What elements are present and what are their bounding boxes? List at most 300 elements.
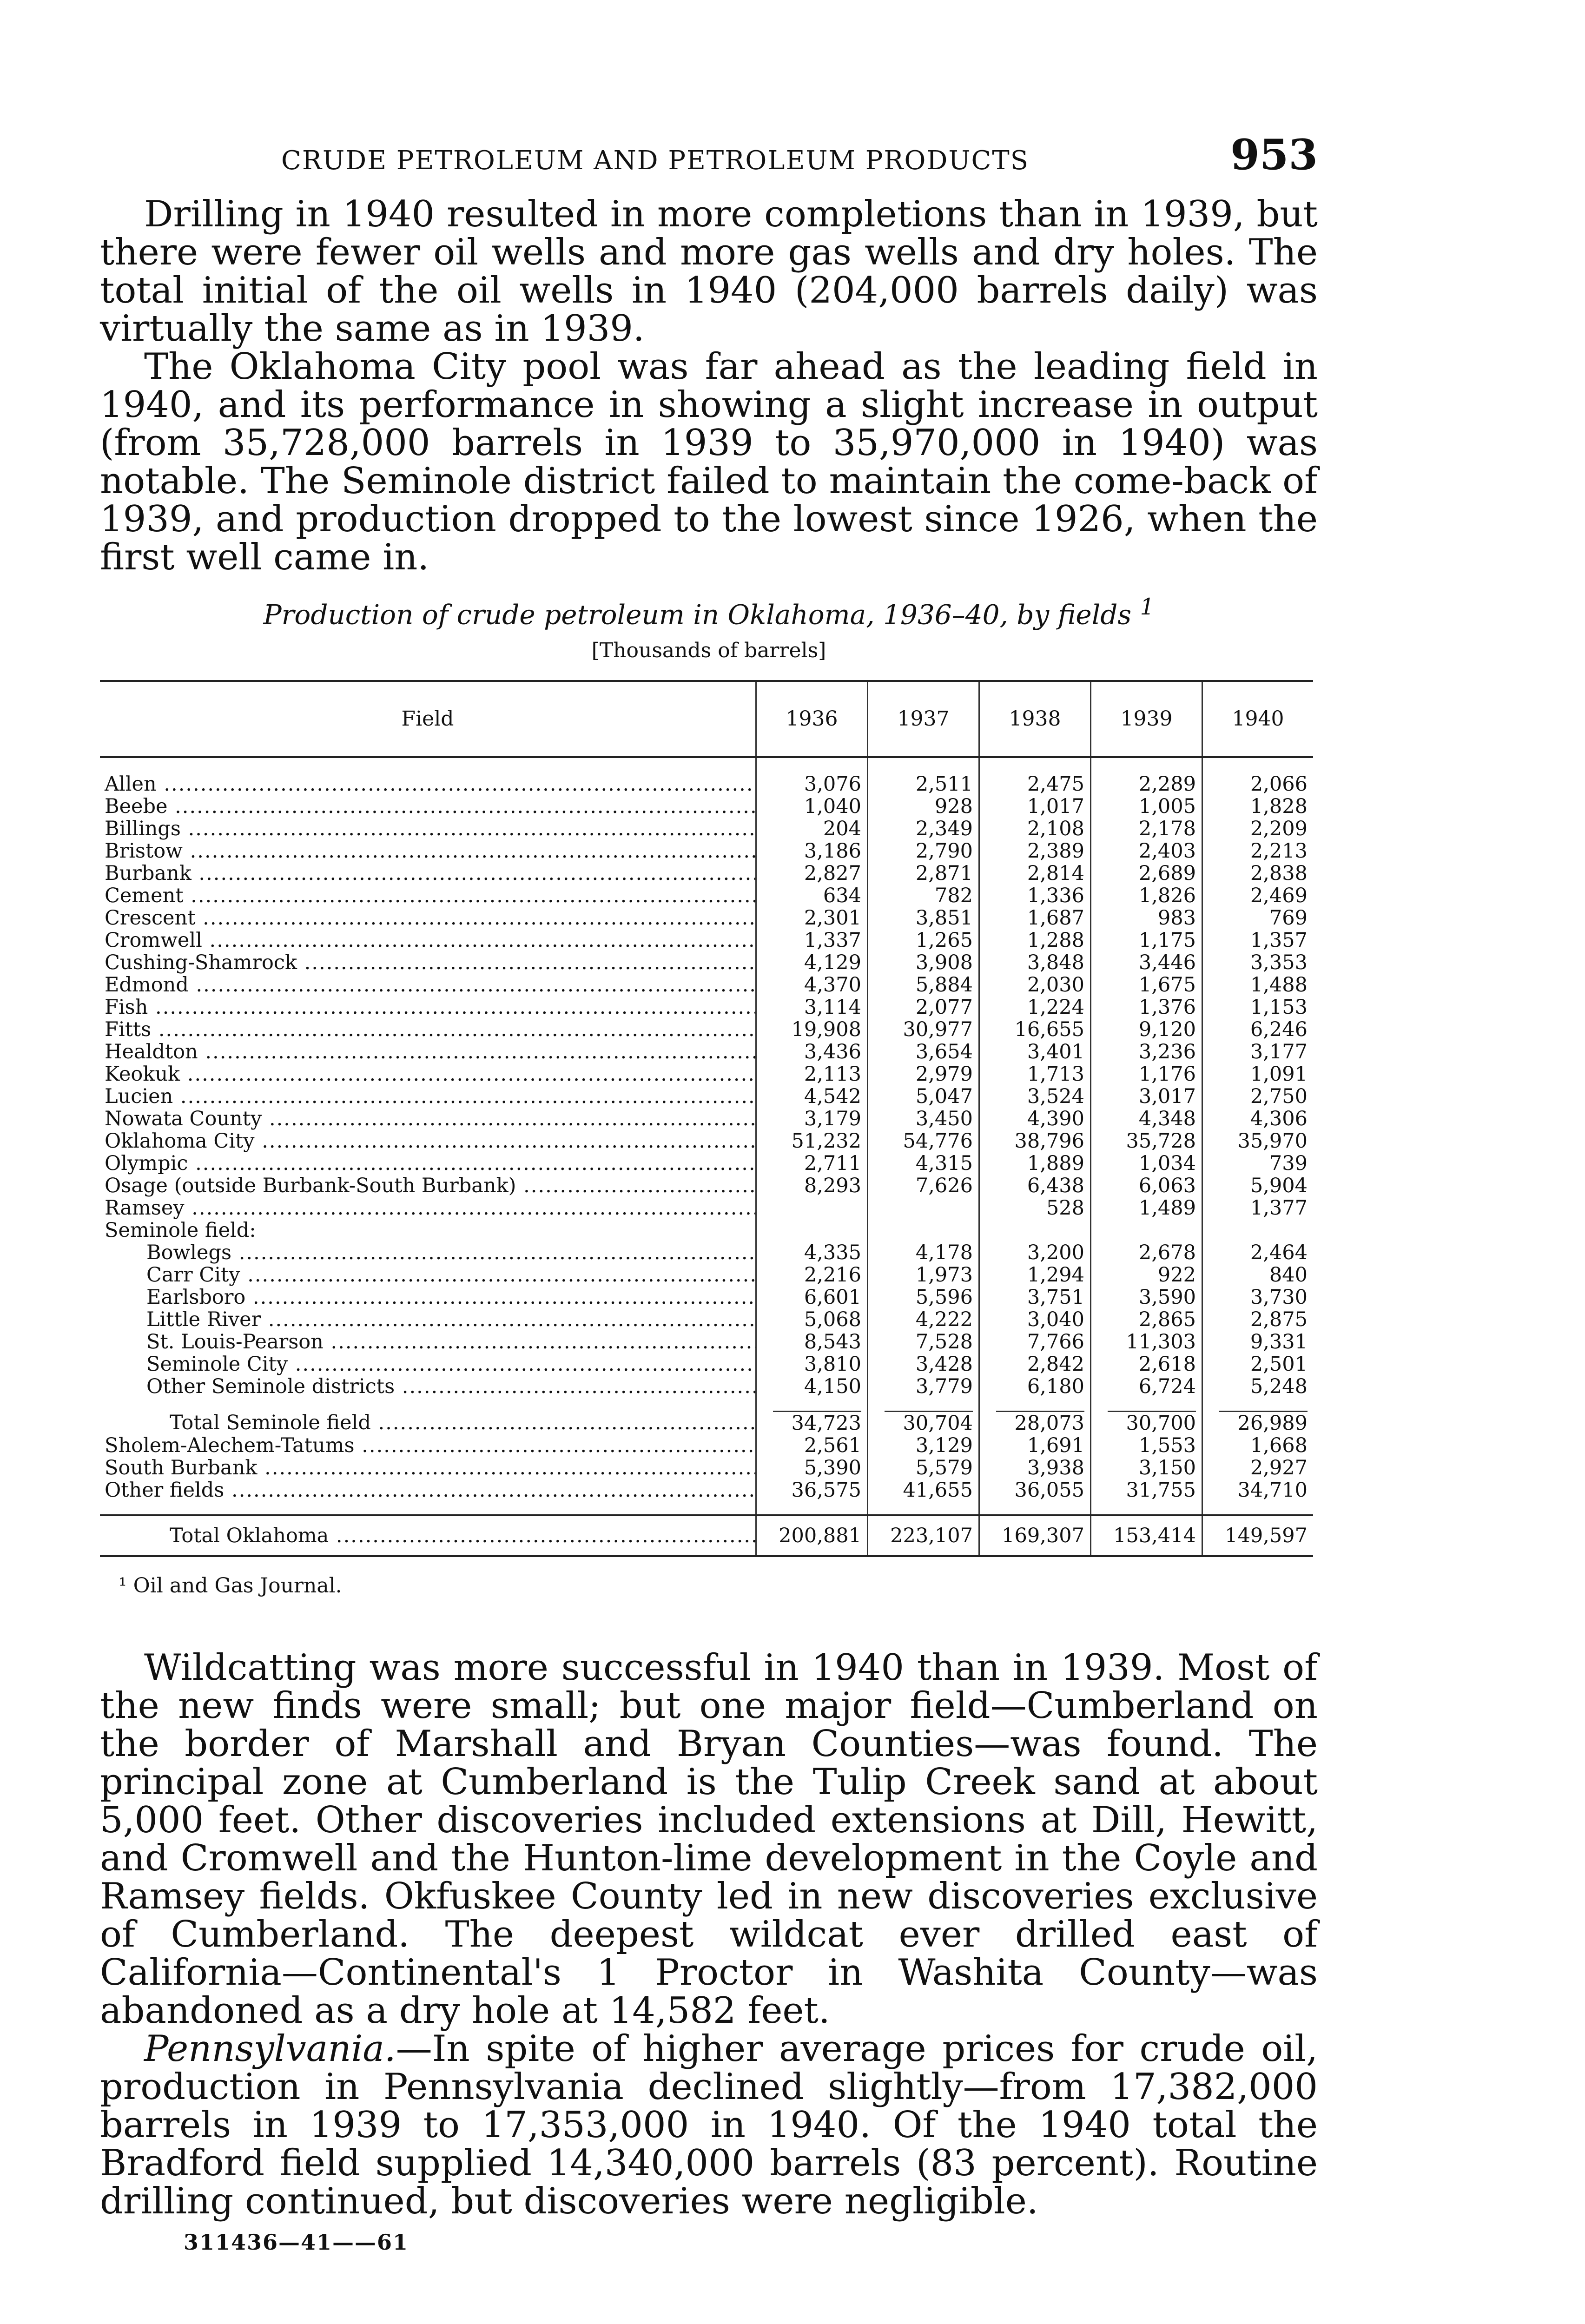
value-cell bbox=[1091, 1331, 1202, 1353]
col-header-1940: 1940 bbox=[1202, 681, 1314, 757]
spacer-cell bbox=[868, 1398, 979, 1411]
field-name-cell bbox=[100, 1353, 756, 1375]
value: 2,301 bbox=[804, 906, 861, 930]
field-name: Fish ..... bbox=[105, 996, 756, 1018]
value-cell bbox=[979, 1515, 1091, 1556]
table-row bbox=[100, 907, 1313, 929]
value: 28,073 bbox=[996, 1411, 1084, 1434]
spacer-cell bbox=[979, 1398, 1091, 1411]
value: 3,810 bbox=[804, 1353, 861, 1376]
seminole-row bbox=[100, 1264, 1313, 1286]
field-name: Fitts ..... bbox=[105, 1018, 756, 1041]
value: 9,120 bbox=[1138, 1018, 1196, 1042]
table-unit-note: [Thousands of barrels] bbox=[591, 639, 826, 663]
value: 3,446 bbox=[1138, 951, 1196, 975]
value-cell bbox=[979, 1018, 1091, 1041]
field-name-cell bbox=[100, 974, 756, 996]
spacer-cell bbox=[868, 1501, 979, 1515]
table-row bbox=[100, 1197, 1313, 1219]
value: 4,306 bbox=[1250, 1107, 1308, 1131]
value-cell bbox=[868, 1241, 979, 1264]
value: 3,179 bbox=[804, 1107, 861, 1131]
value: 3,150 bbox=[1138, 1456, 1196, 1480]
field-name-cell bbox=[100, 1085, 756, 1108]
field-name: Allen ..... bbox=[105, 772, 756, 795]
value-cell bbox=[1202, 1063, 1314, 1085]
value: 54,776 bbox=[903, 1129, 973, 1153]
table-title-text: Production of crude petroleum in Oklahoma, 1936–40, by fields bbox=[263, 599, 1132, 631]
value: 6,724 bbox=[1138, 1375, 1196, 1399]
value: 2,289 bbox=[1138, 772, 1196, 796]
table-row bbox=[100, 1130, 1313, 1152]
paragraph-oklahoma-city: The Oklahoma City pool was far ahead as the leading field in 1940, and its performance in showing a slight increase in output (from 35,728,000 barrels in 1939 to 35,970,000 in 1940) was notable. The Seminole district failed to maintain the come-back of 1939, and production dropped to the lowest since 1926, when the first well came in. bbox=[100, 346, 1318, 578]
field-name-cell bbox=[100, 1375, 756, 1398]
value: 2,979 bbox=[915, 1063, 973, 1086]
value: 2,711 bbox=[804, 1152, 861, 1175]
value-cell bbox=[1202, 951, 1314, 974]
value-cell bbox=[979, 907, 1091, 929]
value: 5,390 bbox=[804, 1456, 861, 1480]
value-cell bbox=[756, 1152, 868, 1175]
value: 3,236 bbox=[1138, 1040, 1196, 1064]
value: 782 bbox=[934, 884, 973, 908]
field-name-cell bbox=[100, 1108, 756, 1130]
field-name-cell bbox=[100, 929, 756, 951]
value-cell bbox=[1202, 974, 1314, 996]
value-cell bbox=[1202, 1457, 1314, 1479]
field-name: Edmond ..... bbox=[105, 974, 756, 996]
field-name-cell bbox=[100, 840, 756, 862]
value-cell bbox=[979, 1175, 1091, 1197]
value-cell bbox=[1202, 1479, 1314, 1501]
value-cell bbox=[1091, 862, 1202, 885]
value: 1,265 bbox=[915, 929, 973, 952]
value-cell bbox=[756, 818, 868, 840]
field-name: Burbank ..... bbox=[105, 862, 756, 885]
value-cell bbox=[1202, 1108, 1314, 1130]
spacer-row bbox=[100, 1501, 1313, 1515]
field-name: Bristow ..... bbox=[105, 840, 756, 862]
value-cell bbox=[756, 1479, 868, 1501]
seminole-row bbox=[100, 1286, 1313, 1308]
value: 2,216 bbox=[804, 1263, 861, 1287]
value: 1,826 bbox=[1138, 884, 1196, 908]
value: 2,790 bbox=[915, 839, 973, 863]
field-name: Beebe ..... bbox=[105, 795, 756, 818]
value-cell bbox=[1091, 1308, 1202, 1331]
value-cell bbox=[868, 1353, 979, 1375]
value: 204 bbox=[823, 817, 861, 841]
value-cell bbox=[756, 1308, 868, 1331]
value-cell bbox=[756, 1063, 868, 1085]
value-cell bbox=[1202, 1130, 1314, 1152]
value: 6,180 bbox=[1027, 1375, 1084, 1399]
value-cell bbox=[1202, 1331, 1314, 1353]
value: 1,553 bbox=[1138, 1434, 1196, 1458]
value-cell bbox=[979, 1152, 1091, 1175]
value-cell bbox=[1202, 1434, 1314, 1457]
spacer-cell bbox=[756, 1501, 868, 1515]
value-cell bbox=[756, 1085, 868, 1108]
table-row bbox=[100, 1457, 1313, 1479]
value: 2,475 bbox=[1027, 772, 1084, 796]
value: 4,335 bbox=[804, 1241, 861, 1265]
seminole-row bbox=[100, 1353, 1313, 1375]
value-cell bbox=[1091, 1085, 1202, 1108]
spacer-cell bbox=[868, 757, 979, 771]
spacer-cell bbox=[1202, 1501, 1314, 1515]
value: 1,288 bbox=[1027, 929, 1084, 952]
value-cell bbox=[1202, 862, 1314, 885]
value: 5,904 bbox=[1250, 1174, 1308, 1198]
field-name: Oklahoma City ..... bbox=[105, 1130, 756, 1152]
value: 983 bbox=[1157, 906, 1196, 930]
value: 7,626 bbox=[915, 1174, 973, 1198]
value-cell bbox=[868, 1457, 979, 1479]
value: 34,723 bbox=[773, 1411, 861, 1434]
value: 1,153 bbox=[1250, 996, 1308, 1019]
value: 1,176 bbox=[1138, 1063, 1196, 1086]
field-name-cell bbox=[100, 1041, 756, 1063]
field-name: Earlsboro ..... bbox=[146, 1286, 756, 1308]
empty-cell bbox=[756, 1219, 868, 1241]
col-header-1937: 1937 bbox=[868, 681, 979, 757]
value: 169,307 bbox=[1002, 1524, 1084, 1548]
col-header-1938: 1938 bbox=[979, 681, 1091, 757]
table-footnote: ¹ Oil and Gas Journal. bbox=[119, 1574, 342, 1598]
value: 3,450 bbox=[915, 1107, 973, 1131]
table-row bbox=[100, 1434, 1313, 1457]
field-name-cell bbox=[100, 1434, 756, 1457]
value: 1,828 bbox=[1250, 795, 1308, 819]
value: 3,938 bbox=[1027, 1456, 1084, 1480]
value-cell bbox=[1202, 1264, 1314, 1286]
value: 19,908 bbox=[791, 1018, 861, 1042]
value: 3,129 bbox=[915, 1434, 973, 1458]
field-name-cell bbox=[100, 1197, 756, 1219]
value: 5,047 bbox=[915, 1085, 973, 1109]
value-cell bbox=[868, 1479, 979, 1501]
value: 149,597 bbox=[1225, 1524, 1308, 1548]
value: 2,389 bbox=[1027, 839, 1084, 863]
field-name-cell bbox=[100, 1241, 756, 1264]
value: 8,293 bbox=[804, 1174, 861, 1198]
value: 1,336 bbox=[1027, 884, 1084, 908]
table-row bbox=[100, 1018, 1313, 1041]
value: 5,884 bbox=[915, 973, 973, 997]
value: 2,838 bbox=[1250, 862, 1308, 885]
value: 634 bbox=[823, 884, 861, 908]
spacer-row bbox=[100, 757, 1313, 771]
value-cell bbox=[756, 771, 868, 795]
value-cell bbox=[756, 885, 868, 907]
spacer-cell bbox=[1091, 1398, 1202, 1411]
field-name: Billings ..... bbox=[105, 818, 756, 840]
value: 26,989 bbox=[1219, 1411, 1308, 1434]
pennsylvania-text: —In spite of higher average prices for crude oil, production in Pennsylvania declined slightly—from 17,382,000 barrels in 1939 to 17,353,000 in 1940. Of the 1940 total the Bradford field supplied 14,340,000 barrels (83 percent). Routine drilling continued, but discoveries were negligible. bbox=[100, 2028, 1318, 2223]
value-cell bbox=[756, 974, 868, 996]
value: 3,654 bbox=[915, 1040, 973, 1064]
value-cell bbox=[756, 951, 868, 974]
value-cell bbox=[756, 929, 868, 951]
value-cell bbox=[1091, 1434, 1202, 1457]
field-name-cell bbox=[100, 951, 756, 974]
value: 2,030 bbox=[1027, 973, 1084, 997]
value: 528 bbox=[1046, 1196, 1084, 1220]
value: 51,232 bbox=[791, 1129, 861, 1153]
value-cell bbox=[1091, 795, 1202, 818]
value: 4,348 bbox=[1138, 1107, 1196, 1131]
value-cell bbox=[868, 771, 979, 795]
value-cell bbox=[756, 795, 868, 818]
value: 3,076 bbox=[804, 772, 861, 796]
value-cell bbox=[756, 1108, 868, 1130]
value-cell bbox=[1202, 885, 1314, 907]
value-cell bbox=[756, 862, 868, 885]
value-cell bbox=[1091, 818, 1202, 840]
value: 35,728 bbox=[1126, 1129, 1196, 1153]
value: 30,700 bbox=[1108, 1411, 1196, 1434]
table-row bbox=[100, 951, 1313, 974]
value-cell bbox=[1091, 771, 1202, 795]
value-cell bbox=[1091, 1130, 1202, 1152]
value-cell bbox=[868, 974, 979, 996]
value-cell bbox=[979, 1063, 1091, 1085]
value-cell bbox=[1091, 840, 1202, 862]
value-cell bbox=[1091, 951, 1202, 974]
value: 2,875 bbox=[1250, 1308, 1308, 1332]
value: 4,315 bbox=[915, 1152, 973, 1175]
value: 2,511 bbox=[915, 772, 973, 796]
value: 1,224 bbox=[1027, 996, 1084, 1019]
value-cell bbox=[756, 1353, 868, 1375]
value-cell bbox=[1091, 1108, 1202, 1130]
value-cell bbox=[1091, 1241, 1202, 1264]
value-cell bbox=[1202, 1197, 1314, 1219]
value: 3,177 bbox=[1250, 1040, 1308, 1064]
field-name-cell bbox=[100, 1331, 756, 1353]
value: 6,063 bbox=[1138, 1174, 1196, 1198]
value: 1,889 bbox=[1027, 1152, 1084, 1175]
value: 11,303 bbox=[1126, 1330, 1196, 1354]
field-name: Nowata County ..... bbox=[105, 1108, 756, 1130]
value-cell bbox=[1202, 840, 1314, 862]
value-cell bbox=[979, 1308, 1091, 1331]
field-name-cell bbox=[100, 1479, 756, 1501]
value-cell bbox=[1091, 1197, 1202, 1219]
seminole-total-row bbox=[100, 1411, 1313, 1434]
value: 153,414 bbox=[1113, 1524, 1196, 1548]
value-cell bbox=[868, 1175, 979, 1197]
value: 1,337 bbox=[804, 929, 861, 952]
value-cell bbox=[1202, 771, 1314, 795]
value-cell bbox=[1091, 1375, 1202, 1398]
value: 2,927 bbox=[1250, 1456, 1308, 1480]
value-cell bbox=[1091, 1063, 1202, 1085]
value: 223,107 bbox=[890, 1524, 973, 1548]
running-head: CRUDE PETROLEUM AND PETROLEUM PRODUCTS bbox=[281, 145, 1030, 176]
pennsylvania-lead: Pennsylvania. bbox=[144, 2028, 396, 2070]
value: 3,114 bbox=[804, 996, 861, 1019]
value: 35,970 bbox=[1237, 1129, 1308, 1153]
paragraph-pennsylvania bbox=[100, 2028, 1318, 2223]
value: 1,489 bbox=[1138, 1196, 1196, 1220]
value-cell bbox=[756, 1515, 868, 1556]
value-cell bbox=[756, 1434, 868, 1457]
value: 2,814 bbox=[1027, 862, 1084, 885]
field-name-cell bbox=[100, 1457, 756, 1479]
value-cell bbox=[1091, 1457, 1202, 1479]
field-name: Cement ..... bbox=[105, 885, 756, 907]
value-cell bbox=[868, 996, 979, 1018]
field-name: Keokuk ..... bbox=[105, 1063, 756, 1085]
field-name-cell bbox=[100, 1130, 756, 1152]
value: 739 bbox=[1269, 1152, 1308, 1175]
field-name-cell bbox=[100, 1264, 756, 1286]
value-cell bbox=[756, 1375, 868, 1398]
field-name: Carr City ..... bbox=[146, 1264, 756, 1286]
seminole-row bbox=[100, 1375, 1313, 1398]
value-cell bbox=[868, 1375, 979, 1398]
table-row bbox=[100, 862, 1313, 885]
value: 2,464 bbox=[1250, 1241, 1308, 1265]
seminole-heading bbox=[100, 1219, 756, 1241]
field-name-cell bbox=[100, 1515, 756, 1556]
value: 5,248 bbox=[1250, 1375, 1308, 1399]
value: 31,755 bbox=[1126, 1479, 1196, 1502]
value: 1,005 bbox=[1138, 795, 1196, 819]
value-cell bbox=[979, 1457, 1091, 1479]
empty-cell bbox=[1091, 1219, 1202, 1241]
value-cell bbox=[1091, 974, 1202, 996]
seminole-row bbox=[100, 1308, 1313, 1331]
value-cell bbox=[868, 1130, 979, 1152]
value-cell bbox=[868, 1264, 979, 1286]
value-cell bbox=[979, 974, 1091, 996]
value: 4,150 bbox=[804, 1375, 861, 1399]
value: 4,178 bbox=[915, 1241, 973, 1265]
value: 1,040 bbox=[804, 795, 861, 819]
value: 2,689 bbox=[1138, 862, 1196, 885]
field-name: Bowlegs ..... bbox=[146, 1241, 756, 1264]
table-row bbox=[100, 1041, 1313, 1063]
field-name: Cushing-Shamrock ..... bbox=[105, 951, 756, 974]
value-cell bbox=[1091, 1041, 1202, 1063]
value-cell bbox=[756, 1130, 868, 1152]
value-cell bbox=[979, 1241, 1091, 1264]
table-row bbox=[100, 885, 1313, 907]
value: 6,438 bbox=[1027, 1174, 1084, 1198]
value-cell bbox=[979, 1130, 1091, 1152]
value-cell bbox=[868, 1108, 979, 1130]
value: 3,751 bbox=[1027, 1286, 1084, 1309]
field-name: Lucien ..... bbox=[105, 1085, 756, 1108]
value: 36,575 bbox=[791, 1479, 861, 1502]
table-row bbox=[100, 1063, 1313, 1085]
value: 5,068 bbox=[804, 1308, 861, 1332]
value-cell bbox=[1091, 1152, 1202, 1175]
col-header-1939: 1939 bbox=[1091, 681, 1202, 757]
value: 3,590 bbox=[1138, 1286, 1196, 1309]
value-cell bbox=[979, 862, 1091, 885]
value-cell bbox=[868, 1152, 979, 1175]
spacer-cell bbox=[979, 757, 1091, 771]
value: 9,331 bbox=[1250, 1330, 1308, 1354]
field-name-cell bbox=[100, 1411, 756, 1434]
value: 3,401 bbox=[1027, 1040, 1084, 1064]
empty-cell bbox=[868, 1219, 979, 1241]
field-name: Osage (outside Burbank-South Burbank) ..... bbox=[105, 1175, 756, 1197]
value-cell bbox=[979, 1085, 1091, 1108]
value: 1,175 bbox=[1138, 929, 1196, 952]
value: 2,750 bbox=[1250, 1085, 1308, 1109]
field-name: Sholem-Alechem-Tatums ..... bbox=[105, 1434, 756, 1457]
value-cell bbox=[1091, 929, 1202, 951]
empty-cell bbox=[979, 1219, 1091, 1241]
value: 769 bbox=[1269, 906, 1308, 930]
table-row bbox=[100, 1175, 1313, 1197]
value: 2,077 bbox=[915, 996, 973, 1019]
value: 1,377 bbox=[1250, 1196, 1308, 1220]
value: 3,524 bbox=[1027, 1085, 1084, 1109]
production-table bbox=[100, 680, 1313, 1557]
value-cell bbox=[1091, 996, 1202, 1018]
field-name-cell bbox=[100, 1018, 756, 1041]
table-row bbox=[100, 795, 1313, 818]
table-header-row bbox=[100, 681, 1313, 757]
value: 3,040 bbox=[1027, 1308, 1084, 1332]
value: 30,977 bbox=[903, 1018, 973, 1042]
value: 1,973 bbox=[915, 1263, 973, 1287]
value: 1,668 bbox=[1250, 1434, 1308, 1458]
value-cell bbox=[979, 840, 1091, 862]
field-name-cell bbox=[100, 885, 756, 907]
value-cell bbox=[979, 1108, 1091, 1130]
value-cell bbox=[979, 951, 1091, 974]
value-cell bbox=[1091, 1018, 1202, 1041]
spacer-cell bbox=[979, 1501, 1091, 1515]
field-name: St. Louis-Pearson ..... bbox=[146, 1331, 756, 1353]
field-name-cell bbox=[100, 1175, 756, 1197]
value: 2,678 bbox=[1138, 1241, 1196, 1265]
value: 928 bbox=[934, 795, 973, 819]
value-cell bbox=[1202, 929, 1314, 951]
document-page bbox=[100, 130, 1318, 2255]
field-name: Cromwell ..... bbox=[105, 929, 756, 951]
value: 3,353 bbox=[1250, 951, 1308, 975]
value: 2,827 bbox=[804, 862, 861, 885]
field-name: Total Seminole field ..... bbox=[170, 1411, 756, 1434]
value: 2,349 bbox=[915, 817, 973, 841]
table-row bbox=[100, 1479, 1313, 1501]
spacer-cell bbox=[100, 1501, 756, 1515]
spacer-cell bbox=[756, 1398, 868, 1411]
value-cell bbox=[1091, 885, 1202, 907]
value: 7,528 bbox=[915, 1330, 973, 1354]
table-body bbox=[100, 757, 1313, 1556]
value: 1,488 bbox=[1250, 973, 1308, 997]
field-name: Olympic ..... bbox=[105, 1152, 756, 1175]
value-cell bbox=[1202, 1515, 1314, 1556]
value-cell bbox=[1202, 1411, 1314, 1434]
value-cell bbox=[756, 1041, 868, 1063]
value-cell bbox=[868, 1085, 979, 1108]
spacer-cell bbox=[100, 1398, 756, 1411]
value: 1,091 bbox=[1250, 1063, 1308, 1086]
value-cell bbox=[868, 1041, 979, 1063]
value: 3,730 bbox=[1250, 1286, 1308, 1309]
value: 1,376 bbox=[1138, 996, 1196, 1019]
